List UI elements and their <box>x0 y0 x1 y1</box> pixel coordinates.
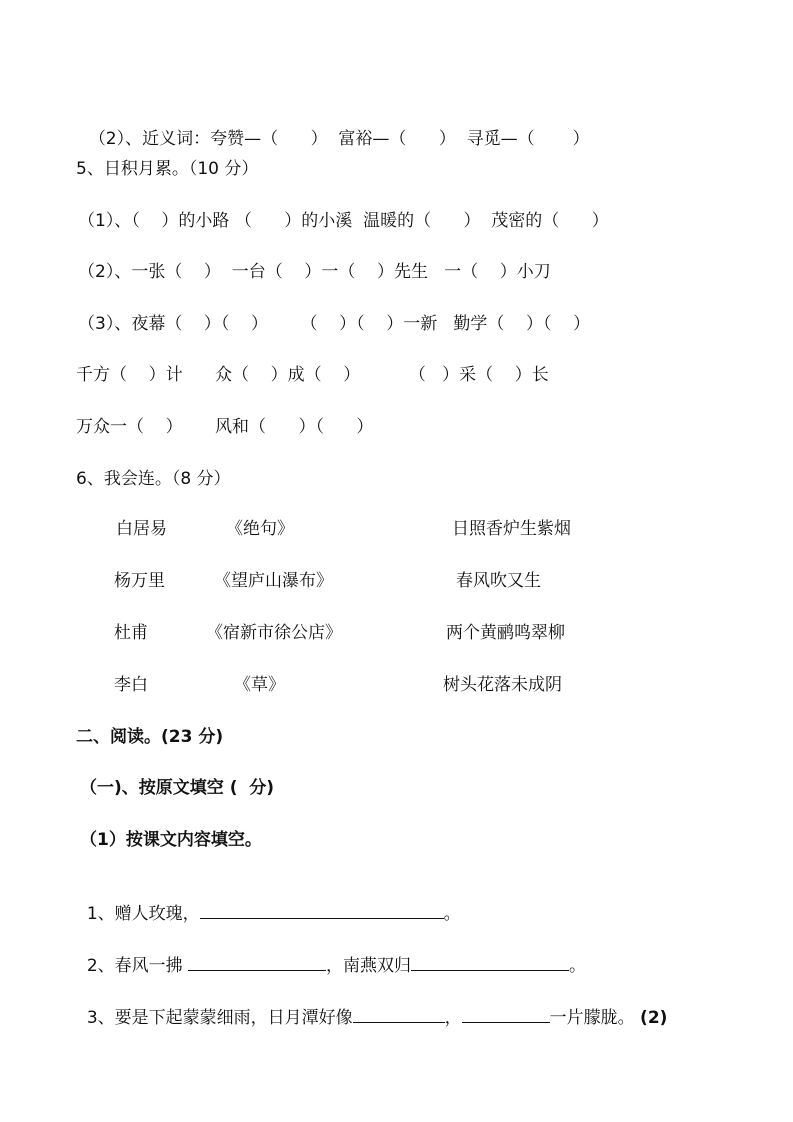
q5-part3: （3）、夜幕（ ）（ ） （ ）（ ）一新 勤学（ ）（ ） <box>78 314 591 334</box>
fill-1-suffix: 。 <box>443 904 461 924</box>
section2-sub1-1: （1）按课文内容填空。 <box>80 830 262 850</box>
q5-part2: （2）、一张（ ） 一台（ ）一（ ）先生 一（ ）小刀 <box>78 262 551 282</box>
line-4: 树头花落未成阴 <box>443 675 562 695</box>
fill-2-middle: ，南燕双归 <box>326 956 412 976</box>
q5-line4: 千方（ ）计 众（ ）成（ ） （ ）采（ ）长 <box>76 365 549 385</box>
poet-3: 杜甫 <box>114 623 148 643</box>
q5-part1: （1）、（ ）的小路 （ ）的小溪 温暖的（ ） 茂密的（ ） <box>78 211 609 231</box>
q4-part2-label: （2）、近义词： <box>88 129 211 149</box>
fill-3-suffix: 一片朦胧。 <box>549 1008 635 1028</box>
fill-2-blank-1[interactable] <box>188 954 326 971</box>
fill-3-prefix: 3、要是下起蒙蒙细雨，日月潭好像 <box>86 1008 353 1028</box>
fill-question-3 <box>76 984 667 1029</box>
fill-2-blank-2[interactable] <box>411 954 569 971</box>
fill-3-middle: ， <box>444 1008 462 1028</box>
section2-title: 二、阅读。(23 分) <box>76 727 224 747</box>
synonym-item-2: 富裕—（ ） <box>338 129 456 149</box>
poet-1: 白居易 <box>116 519 167 539</box>
fill-3-score: (2) <box>640 1008 668 1028</box>
poem-4: 《草》 <box>234 675 285 695</box>
q5-line5: 万众一（ ） 风和（ ）（ ） <box>76 417 374 437</box>
line-1: 日照香炉生紫烟 <box>452 519 571 539</box>
q5-title: 5、日积月累。（10 分） <box>76 159 259 179</box>
fill-question-2 <box>76 932 586 977</box>
q4-part2-synonyms <box>78 106 589 150</box>
line-3: 两个黄鹂鸣翠柳 <box>446 623 565 643</box>
fill-1-prefix: 1、赠人玫瑰， <box>86 904 200 924</box>
poem-3: 《宿新市徐公店》 <box>206 623 342 643</box>
poet-4: 李白 <box>114 675 148 695</box>
fill-3-blank-2[interactable] <box>462 1006 550 1023</box>
fill-question-1 <box>76 880 461 925</box>
poet-2: 杨万里 <box>114 571 165 591</box>
q6-title: 6、我会连。（8 分） <box>76 469 231 489</box>
synonym-item-1: 夸赞—（ ） <box>210 129 328 149</box>
poem-2: 《望庐山瀑布》 <box>214 571 333 591</box>
fill-2-prefix: 2、春风一拂 <box>86 956 189 976</box>
section2-sub1: （一)、按原文填空 ( 分) <box>80 778 275 798</box>
line-2: 春风吹又生 <box>456 571 541 591</box>
poem-1: 《绝句》 <box>226 519 294 539</box>
fill-2-suffix: 。 <box>569 956 587 976</box>
fill-3-blank-1[interactable] <box>353 1006 445 1023</box>
synonym-item-3: 寻觅—（ ） <box>466 129 590 149</box>
fill-1-blank[interactable] <box>200 902 444 919</box>
